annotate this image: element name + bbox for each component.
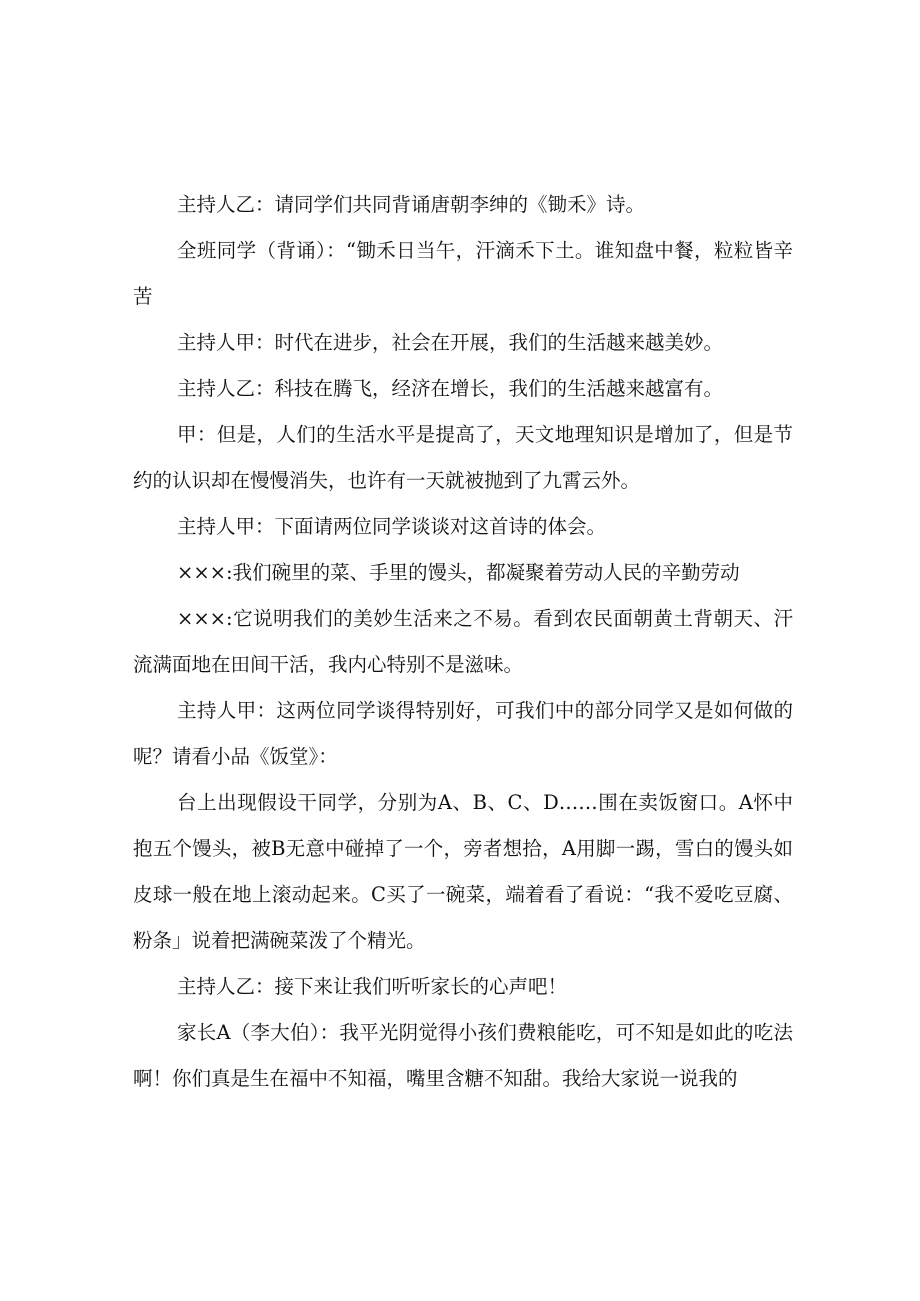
paragraph-host-yi-recite-intro: 主持人乙：请同学们共同背诵唐朝李绅的《锄禾》诗。 — [177, 193, 646, 216]
paragraph-student-two: ×××:它说明我们的美妙生活来之不易。看到农民面朝黄土背朝天、汗流满面地在田间干活，我内心特别不是滋味。 — [133, 607, 793, 676]
paragraph-parent-li: 家长A（李大伯）：我平光阴觉得小孩们费粮能吃，可不知是如此的吃法啊！你们真是生在福中不知福，嘴里含糖不知甜。我给大家说一说我的 — [133, 1021, 793, 1090]
paragraph-jia-frugality: 甲：但是，人们的生活水平是提高了，天文地理知识是增加了，但是节约的认识却在慢慢消失，也许有一天就被抛到了九霄云外。 — [133, 423, 793, 492]
paragraph-host-jia-discussion: 主持人甲：下面请两位同学谈谈对这首诗的体会。 — [177, 515, 607, 538]
paragraph-student-one: ×××:我们碗里的菜、手里的馒头，都凝聚着劳动人民的辛勤劳动 — [177, 561, 740, 584]
paragraph-host-yi-technology: 主持人乙：科技在腾飞，经济在增长，我们的生活越来越富有。 — [177, 377, 724, 400]
paragraph-host-jia-progress: 主持人甲：时代在进步，社会在开展，我们的生活越来越美妙。 — [177, 331, 724, 354]
paragraph-host-yi-parents: 主持人乙：接下来让我们听听家长的心声吧！ — [177, 975, 568, 998]
paragraph-host-jia-skit-intro: 主持人甲：这两位同学谈得特别好，可我们中的部分同学又是如何做的呢？请看小品《饭堂》： — [133, 699, 793, 768]
paragraph-class-recitation: 全班同学（背诵）：“锄禾日当午，汗滴禾下土。谁知盘中餐，粒粒皆辛苦 — [133, 239, 793, 308]
paragraph-skit-description: 台上出现假设干同学，分别为A、B、C、D……围在卖饭窗口。A怀中抱五个馒头，被B无意中碰掉了一个，旁者想拾，A用脚一踢，雪白的馒头如皮球一般在地上滚动起来。C买了一碗菜，端着看了看说：“我不爱吃豆腐、粉条」说着把满碗菜泼了个精光。 — [133, 791, 793, 952]
